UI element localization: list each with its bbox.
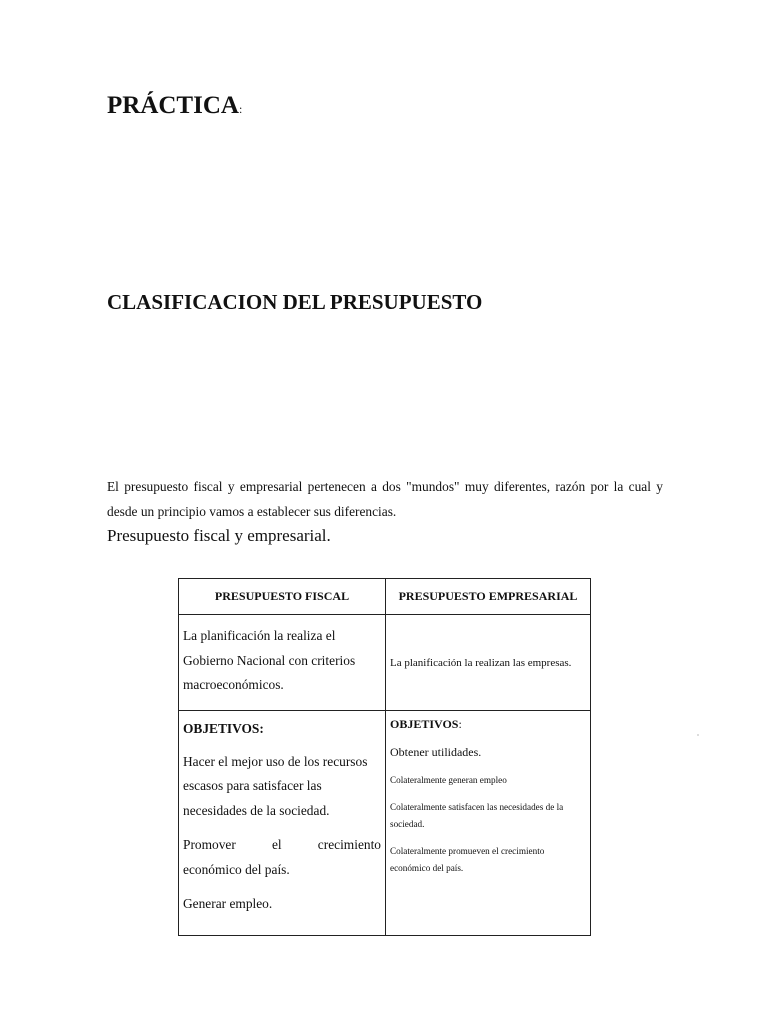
empresarial-objective-1: Obtener utilidades.: [390, 745, 482, 759]
speck-mark: [697, 734, 699, 736]
word: crecimiento: [317, 837, 381, 852]
fiscal-objective-3: Generar empleo.: [183, 896, 273, 911]
table-row: [179, 711, 591, 936]
empresarial-objectives-colon: :: [458, 717, 462, 731]
practice-heading-colon: :: [238, 102, 243, 116]
table-row: [179, 615, 591, 711]
word: Promover: [183, 837, 236, 852]
word: el: [271, 837, 282, 852]
empresarial-objectives-label: [390, 717, 586, 732]
section-title: CLASIFICACION DEL PRESUPUESTO: [107, 290, 483, 314]
empresarial-objectives-label-text: OBJETIVOS: [390, 717, 459, 731]
row2-fiscal-cell: [179, 711, 386, 936]
fiscal-objectives-label: OBJETIVOS:: [183, 721, 264, 736]
header-fiscal: PRESUPUESTO FISCAL: [179, 579, 386, 615]
fiscal-objective-1: Hacer el mejor uso de los recursos escasos para satisfacer las necesidades de la sociedad.: [183, 753, 368, 818]
empresarial-objective-2: Colateralmente generan empleo: [390, 775, 507, 785]
practice-heading: [107, 92, 242, 120]
row1-empresarial-cell: La planificación la realizan las empresas.: [386, 615, 591, 711]
fiscal-objective-2-line2: económico del país.: [183, 861, 290, 877]
comparison-table: [178, 578, 591, 936]
table-header-row: [179, 579, 591, 615]
intro-paragraph: El presupuesto fiscal y empresarial pertenecen a dos "mundos" muy diferentes, razón por la cual y desde un principio vamos a establecer sus diferencias.: [107, 479, 663, 519]
empresarial-objective-4: Colateralmente promueven el crecimiento económico del país.: [390, 846, 545, 873]
empresarial-objective-3: Colateralmente satisfacen las necesidades de la sociedad.: [390, 802, 564, 829]
subtitle: Presupuesto fiscal y empresarial.: [107, 526, 331, 545]
fiscal-objective-2-line1: [183, 833, 381, 858]
row1-fiscal-cell: La planificación la realiza el Gobierno Nacional con criterios macroeconómicos.: [179, 615, 386, 711]
fiscal-objective-2: [183, 833, 381, 882]
row2-empresarial-cell: [386, 711, 591, 936]
header-empresarial: PRESUPUESTO EMPRESARIAL: [386, 579, 591, 615]
practice-heading-text: PRÁCTICA: [107, 92, 239, 119]
